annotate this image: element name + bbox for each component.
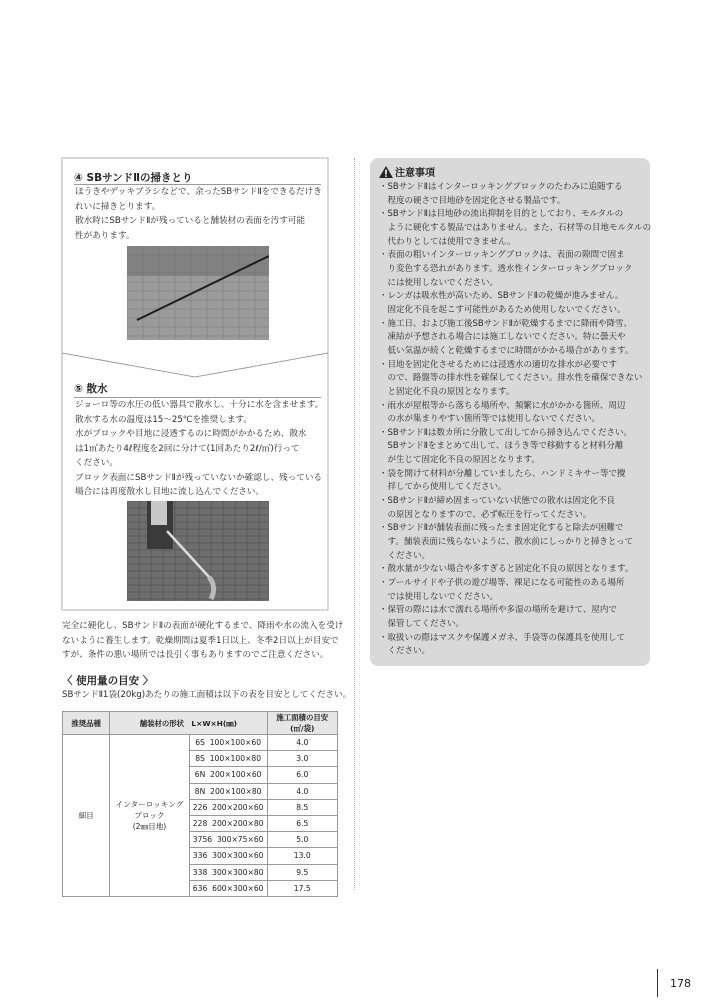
step5-line: 場合には再度散水し目地に流し込んでください。 <box>75 487 265 497</box>
caution-line: ・袋を開けて材料が分離していましたら、ハンドミキサー等で攪 <box>379 468 626 479</box>
area-cell: 4.0 <box>267 735 337 751</box>
step5-number: ⑤ <box>74 383 83 395</box>
size-dims: 300×75×60 <box>216 835 264 845</box>
step5-body <box>75 398 323 500</box>
usage-intro: SBサンドⅡ1袋(20kg)あたりの施工面積は以下の表を目安としてください。 <box>62 690 352 700</box>
caution-line: ・SBサンドⅡが舗装表面に残ったまま固定化すると除去が困難で <box>379 523 624 534</box>
caution-line: ・表面の粗いインターロッキングブロックは、表面の隙間で固ま <box>379 250 625 261</box>
size-code: 8S <box>195 754 205 764</box>
size-code: 3756 <box>192 835 213 845</box>
caution-line: ・雨水が屋根等から落ちる場所や、頻繁に水がかかる箇所、周辺 <box>379 400 626 411</box>
area-cell: 17.5 <box>267 880 337 896</box>
area-cell: 5.0 <box>267 832 337 848</box>
size-code: 226 <box>192 802 208 812</box>
table-row <box>63 735 338 751</box>
caution-line: ・レンガは吸水性が高いため、SBサンドⅡの乾燥が進みません。 <box>379 291 624 302</box>
caution-line: には使用しないでください。 <box>379 277 499 288</box>
caution-line: 代わりとしては使用できません。 <box>379 236 516 247</box>
usage-table-header <box>63 712 338 735</box>
size-code: 6N <box>194 770 206 780</box>
caution-line: ・保管の際には水で濡れる場所や多湿の場所を避けて、屋内で <box>379 605 617 616</box>
size-code: 8N <box>194 786 206 796</box>
caution-line: が生じて固定化不良の原因となります。 <box>379 455 540 466</box>
size-dims: 200×100×60 <box>210 770 262 780</box>
caution-line: ・SBサンドⅡは数カ所に分散して出してから掃き込んでください。 <box>379 427 632 438</box>
size-dims: 600×300×60 <box>212 883 264 893</box>
caution-line: り変色する恐れがあります。透水性インターロッキングブロック <box>379 263 633 274</box>
step4-line: ほうきやデッキブラシなどで、余ったSBサンドⅡをできるだけき <box>75 187 322 197</box>
area-cell: 6.0 <box>267 767 337 783</box>
material-cell <box>110 735 190 897</box>
size-cell <box>189 832 267 848</box>
step5-title-text: 散水 <box>86 383 108 395</box>
size-dims: 200×100×80 <box>210 786 262 796</box>
cautions-title: 注意事項 <box>395 168 435 179</box>
size-dims: 300×300×80 <box>212 867 264 877</box>
cure-note <box>62 619 343 663</box>
size-dims: 200×200×80 <box>212 819 264 829</box>
caution-line: ・プールサイドや子供の遊び場等、裸足になる可能性のある場所 <box>379 578 625 589</box>
size-cell <box>189 783 267 799</box>
caution-line: と固定化不良の原因となります。 <box>379 386 515 397</box>
size-code: 636 <box>192 883 208 893</box>
sweeping-photo <box>127 246 269 340</box>
caution-line: ・SBサンドⅡはインターロッキングブロックのたわみに追随する <box>379 182 623 192</box>
header-area-unit: (㎡/袋) <box>290 724 315 733</box>
size-code: 6S <box>195 738 205 748</box>
step5-line: は1㎡あたり4ℓ程度を2回に分けて(1回あたり2ℓ/㎡)行って <box>75 443 300 454</box>
size-cell <box>189 767 267 783</box>
header-product: 推奨品種 <box>63 712 110 735</box>
caution-line: SBサンドⅡをまとめて出して、ほうき等で移動すると材料分離 <box>379 441 624 452</box>
step5-title <box>74 381 108 396</box>
caution-line: ください。 <box>379 550 431 561</box>
usage-table <box>62 711 338 897</box>
warning-icon <box>379 166 393 178</box>
size-dims: 100×100×60 <box>209 738 262 748</box>
size-cell <box>189 799 267 815</box>
size-cell <box>189 880 267 896</box>
step4-line: れいに掃きとります。 <box>75 201 161 212</box>
caution-line: 固定化不良を起こす可能性があるため使用しないでください。 <box>379 304 626 315</box>
step5-line: 水がブロックや目地に浸透するのに時間がかかるため、散水 <box>75 429 307 439</box>
area-cell: 9.5 <box>267 864 337 880</box>
page-number-rule <box>657 969 658 997</box>
caution-line: の水が集まりやすい箇所等では使用しないでください。 <box>379 414 601 425</box>
step4-line: 散水時にSBサンドⅡが残っていると舗装材の表面を汚す可能 <box>75 216 305 226</box>
header-area <box>267 712 337 735</box>
caution-line: 程度の硬さで目地砂を固定化させる製品です。 <box>379 195 566 206</box>
size-dims: 200×200×60 <box>212 802 264 812</box>
caution-line: ように硬化する製品ではありません。また、石材等の目地モルタルの <box>379 222 652 233</box>
caution-line: 保管してください。 <box>379 619 465 629</box>
material-line: インターロッキング <box>115 799 184 809</box>
step5-line: ください。 <box>75 458 118 468</box>
caution-line: ・施工日、および施工後SBサンドⅡが乾燥するまでに降雨や降雪、 <box>379 318 632 329</box>
area-cell: 3.0 <box>267 751 337 767</box>
area-cell: 6.5 <box>267 815 337 831</box>
caution-line: 凍結が予想される場合には施工しないでください。特に曇天や <box>379 332 626 343</box>
page-number: 178 <box>670 977 691 990</box>
size-cell <box>189 864 267 880</box>
size-code: 338 <box>192 867 208 877</box>
step4-title-text: SBサンドⅡの掃きとり <box>86 172 193 184</box>
caution-line: 拌してから使用してください。 <box>379 482 507 493</box>
header-shape: 舗装材の形状 L×W×H(㎜) <box>110 712 267 735</box>
material-line: (2㎜目地) <box>132 821 167 831</box>
caution-line: ください。 <box>379 646 431 657</box>
size-cell <box>189 848 267 864</box>
step4-body <box>75 185 322 243</box>
caution-line: す。舗装表面に残らないように、散水前にしっかりと掃きとって <box>379 537 634 548</box>
cautions-header <box>379 164 435 179</box>
size-dims: 300×300×60 <box>212 851 264 861</box>
size-code: 336 <box>192 851 208 861</box>
cure-note-line: 完全に硬化し、SBサンドⅡの表面が硬化するまで、降雨や水の流入を受け <box>62 621 344 631</box>
caution-line: の原因となりますので、必ず転圧を行ってください。 <box>379 509 592 520</box>
area-cell: 13.0 <box>267 848 337 864</box>
caution-line: ・目地を固定化させるためには浸透水の適切な排水が必要です <box>379 359 618 370</box>
area-cell: 4.0 <box>267 783 337 799</box>
caution-line: ので、路盤等の排水性を確保してください。排水性を確保できない <box>379 373 643 384</box>
size-cell <box>189 751 267 767</box>
caution-line: では使用しないでください。 <box>379 591 499 602</box>
caution-line: 低い気温が続くと乾燥するまでに時間がかかる場合があります。 <box>379 345 634 356</box>
size-cell <box>189 735 267 751</box>
cautions-list <box>379 181 651 659</box>
column-divider <box>354 158 355 890</box>
cure-note-line: すが、条件の悪い場所では長引く事もありますのでご注意ください。 <box>62 650 329 660</box>
product-cell: 細目 <box>63 735 110 897</box>
size-code: 228 <box>192 819 208 829</box>
size-dims: 100×100×80 <box>209 754 262 764</box>
header-area-label: 施工面積の目安 <box>276 713 329 722</box>
area-cell: 8.5 <box>267 799 337 815</box>
caution-line: ・SBサンドⅡが締め固まっていない状態での散水は固定化不良 <box>379 496 615 507</box>
material-line: ブロック <box>134 810 165 820</box>
watering-photo <box>127 501 269 601</box>
step4-title <box>74 170 193 185</box>
step4-line: 性があります。 <box>75 230 135 241</box>
step5-line: ブロック表面にSBサンドⅡが残っていないか確認し、残っている <box>75 472 323 483</box>
cure-note-line: ないように養生します。乾燥期間は夏季1日以上、冬季2日以上が目安で <box>62 635 339 646</box>
caution-line: ・SBサンドⅡは目地砂の流出抑制を目的としており、モルタルの <box>379 209 624 220</box>
step4-number: ④ <box>74 172 83 184</box>
step5-line: ジョーロ等の水圧の低い器具で散水し、十分に水を含ませます。 <box>75 400 324 410</box>
size-cell <box>189 815 267 831</box>
caution-line: ・散水量が少ない場合や多すぎると固定化不良の原因となります。 <box>379 564 634 575</box>
caution-line: ・取扱いの際はマスクや保護メガネ、手袋等の保護具を使用して <box>379 632 625 643</box>
step5-line: 散水する水の温度は15～25℃を推奨します。 <box>75 414 252 425</box>
usage-heading: 〈 使用量の目安 〉 <box>62 675 154 687</box>
